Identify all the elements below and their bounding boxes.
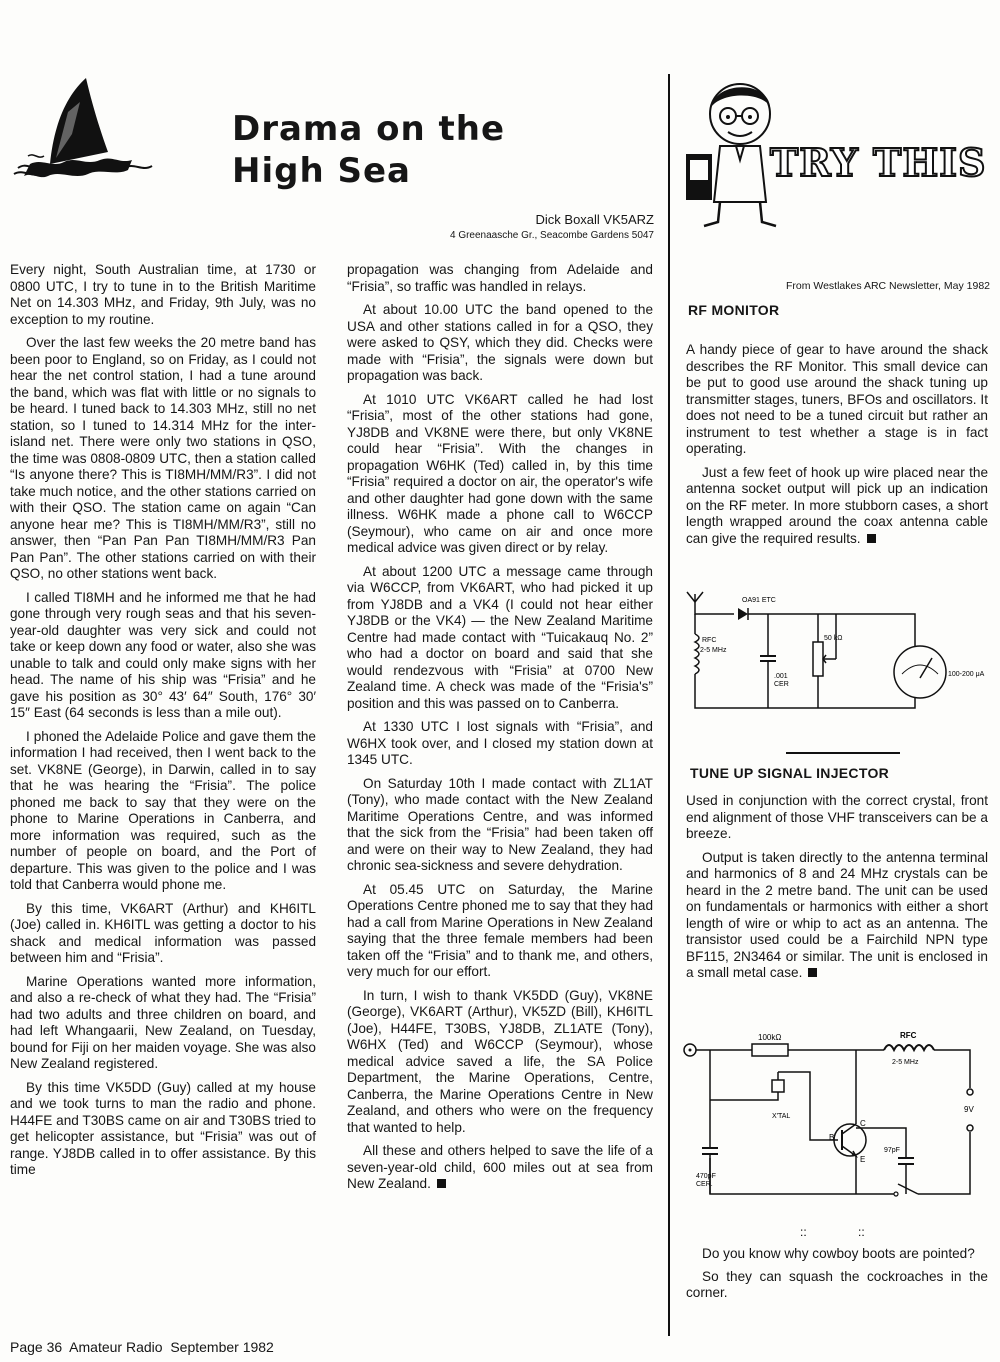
rf-monitor-heading: RF MONITOR [688, 302, 780, 318]
joke [686, 1246, 988, 1308]
paragraph: At 05.45 UTC on Saturday, the Marine Operations Centre phoned me to say that they had had a call from Marine Operations in New Zealand saying that the three female members had been taken off the “Frisia” and to thank me, and others, very much for our effort. [347, 881, 653, 979]
paragraph [686, 850, 988, 982]
rfc-range-label: 2-5 MHz [892, 1059, 919, 1066]
title-line-1: Drama on the [232, 109, 506, 149]
paragraph: In turn, I wish to thank VK5DD (Guy), VK8NE (George), VK6ART (Arthur), VK5ZD (Bill), KH6ITL (Joe), H44FE, T30BS, YJ8DB, ZL1ATE (Tony), W6HX (Ted) and W6CCP (Seymour), whose medical advice saved a life, the SA Police Department, the Marine Operations, Centre, Canberra, the Marine Operations Centre in New Zealand, and others who were on the frequency that wanted to help. [347, 987, 653, 1135]
base-label: B [829, 1133, 835, 1142]
rfc-label: RFC [702, 637, 717, 644]
cap-type-label: CER [774, 681, 789, 688]
cap1-type-label: CER. [696, 1181, 713, 1188]
injector-schematic [680, 1028, 990, 1248]
paragraph: Used in conjunction with the correct crystal, front end alignment of those VHF transceivers can be a breeze. [686, 793, 988, 841]
injector-heading: TUNE UP SIGNAL INJECTOR [690, 765, 890, 781]
injector-text [686, 793, 988, 989]
paragraph: Every night, South Australian time, at 1730 or 0800 UTC, I try to tune in to the British Maritime Net on 14.303 MHz, and Friday, 9th July, was no exception to my routine. [10, 262, 316, 327]
article-column-1 [10, 262, 316, 1186]
cap2-label: 97pF [884, 1147, 900, 1154]
paragraph: Marine Operations wanted more information, and also a re-check of what they had. The “Frisia” had two adults and three children on board, and had left Whangaarii, New Zealand, on Tuesday, bound for Fiji on her maiden voyage. She was also New Zealand registered. [10, 973, 316, 1071]
resistor-label: 100kΩ [758, 1033, 782, 1042]
pot-label: 50 kΩ [824, 635, 843, 642]
paragraph: At about 10.00 UTC the band opened to the USA and other stations called in for a QSO, they were asked to QSY, which they did. Checks were made with “Frisia”, the signals were down but propagation was back. [347, 302, 653, 383]
meter-label: 100-200 μA [948, 671, 985, 678]
supply-label: 9V [964, 1105, 974, 1114]
title-line-2: High Sea [232, 151, 411, 191]
section-rule [786, 752, 900, 754]
paragraph: By this time VK5DD (Guy) called at my house and we took turns to man the radio and phone. H44FE and T30BS came on air and T30BS tried to get helicopter assistance, but “Frisia” was out of range. YJ8DB called in to offer assistance. By this time [10, 1079, 316, 1177]
collector-label: C [860, 1119, 866, 1128]
cap-label: .001 [774, 673, 788, 680]
paragraph: At about 1200 UTC a message came through via W6CCP, from VK6ART, who had picked it up from YJ8DB and a VK4 (I could not hear either YJ8DB or the VK4) — the New Zealand Maritime Centre had made contact with “Tuicakauq No. 2” who had a doctor on board and said that she would rendezvous with “Frisia” at 0700 New Zealand time. A check was made of the “Frisia's” position and this was passed on to Canberra. [347, 563, 653, 711]
joke-answer: So they can squash the cockroaches in the corner. [686, 1268, 988, 1300]
paragraph: At 1330 UTC I lost signals with “Frisia”, and W6HX took over, and I closed my station down at 1345 UTC. [347, 719, 653, 767]
rfc-label: RFC [900, 1031, 917, 1040]
crystal-label: X'TAL [772, 1113, 791, 1120]
end-mark [867, 534, 876, 543]
column-divider [668, 74, 670, 1336]
paragraph-text: Output is taken directly to the antenna terminal and harmonics of 8 and 24 MHz crystals can be heard in the 2 metre band. The unit can be used on fundamentals or harmonics with either a short length of wire or whip to act as an antenna. The transistor used could be a Fairchild NPN type BF115, 2N3464 or similar. The unit is enclosed in a small metal case. [686, 849, 988, 980]
article-column-2 [347, 262, 653, 1200]
diode-label: OA91 ETC [742, 597, 776, 604]
paragraph [686, 465, 988, 548]
rf-monitor-text [686, 342, 988, 554]
end-mark [808, 968, 817, 977]
paragraph: By this time, VK6ART (Arthur) and KH6ITL (Joe) called in. KH6ITL was getting a doctor to his shack and medical information was passed between him and “Frisia”. [10, 900, 316, 965]
paragraph-text: Just a few feet of hook up wire placed near the antenna socket output will pick up an indication on the RF meter. In more stubborn cases, a short length wrapped around the coax antenna cable can give the required results. [686, 464, 988, 546]
ornament: :: [858, 1225, 865, 1239]
paragraph: I phoned the Adelaide Police and gave them the information I had received, then I went back to the set. VK8NE (George), in Darwin, called in to say that he was hearing the “Frisia”. The police phoned me back to say that they were on the phone to Marine Operations in Canberra, and more information was required, such as the number of people on board, and the Port of departure. This was given to the police and I was told that Canberra would phone me. [10, 728, 316, 892]
paragraph: At 1010 UTC VK6ART called he had lost “Frisia”, most of the other stations had gone, YJ8DB and VK8NE were there, but only VK8NE could hear “Frisia”. With the changes in propagation W6HK (Ted) called in, by this time “Frisia” required a doctor on air, the operator's wife and other daughter had gone down with the same illness. W6HK made a phone call to W6CCP (Seymour), who came on air and once more medical advice was given direct or by relay. [347, 391, 653, 555]
paragraph: Over the last few weeks the 20 metre band has been poor to England, so on Friday, as I could not hear the net control station, I had a tune around the band, which was flat with little or no signals to be heard. I tuned back to 14.303 MHz, still no net station, so I tuned to 14.314 MHz for the inter-island net. There were only two stations in QSO, the time was 0808-0809 UTC, then a station called “Is anyone there? This is TI8MH/MM/R3”. I did not take much notice, and the other stations carried on with their QSO. The station came on again “Can anyone hear me? This is TI8MH/MM/R3”, still no answer, then “Pan Pan Pan TI8MH/MM/R3 Pan Pan Pan”. The other stations carried on with their QSO, no other stations went back. [10, 335, 316, 581]
rf-monitor-schematic [680, 586, 990, 716]
paragraph: propagation was changing from Adelaide and “Frisia”, so traffic was handled in relays. [347, 262, 653, 294]
paragraph-text: All these and others helped to save the life of a seven-year-old child, 600 miles out at sea from New Zealand. [347, 1143, 653, 1191]
emitter-label: E [860, 1155, 866, 1164]
article-title [232, 108, 632, 192]
author: Dick Boxall VK5ARZ [535, 212, 654, 227]
ship-illustration [8, 72, 158, 182]
joke-question: Do you know why cowboy boots are pointed? [702, 1246, 975, 1261]
cap1-label: 470pF [696, 1173, 716, 1180]
paragraph [347, 1143, 653, 1193]
end-mark [437, 1179, 446, 1188]
paragraph: A handy piece of gear to have around the shack describes the RF Monitor. This small device can be put to good use around the shack tuning up transmitter stages, tuners, BFOs and oscillators. It does not need to be a tuned circuit but rather an instrument to test whether a stage is in fact operating. [686, 342, 988, 456]
rfc-range-label: 2-5 MHz [700, 647, 727, 654]
try-this-banner: TRY THIS [770, 140, 987, 185]
source-note: From Westlakes ARC Newsletter, May 1982 [785, 280, 990, 292]
author-address: 4 Greenaasche Gr., Seacombe Gardens 5047 [449, 230, 654, 241]
page-footer: Page 36 Amateur Radio September 1982 [10, 1339, 274, 1355]
ornament: :: [800, 1225, 807, 1239]
paragraph: I called TI8MH and he informed me that he had gone through very rough seas and that his seven-year-old daughter was very sick and could not take or keep down any food or water, also she was unable to talk and could only make signs with her head. The name of his ship was “Frisia” and he gave his position as 30° 43′ 64″ South, 176° 30′ 15″ East (64 seconds is less than a mile out). [10, 589, 316, 720]
paragraph: On Saturday 10th I made contact with ZL1AT (Tony), who made contact with the New Zealand Maritime Operations Centre, and was informed that the sick from the “Frisia” had been taken off and were on their way to New Zealand, they had chronic sea-sickness and severe dehydration. [347, 775, 653, 873]
